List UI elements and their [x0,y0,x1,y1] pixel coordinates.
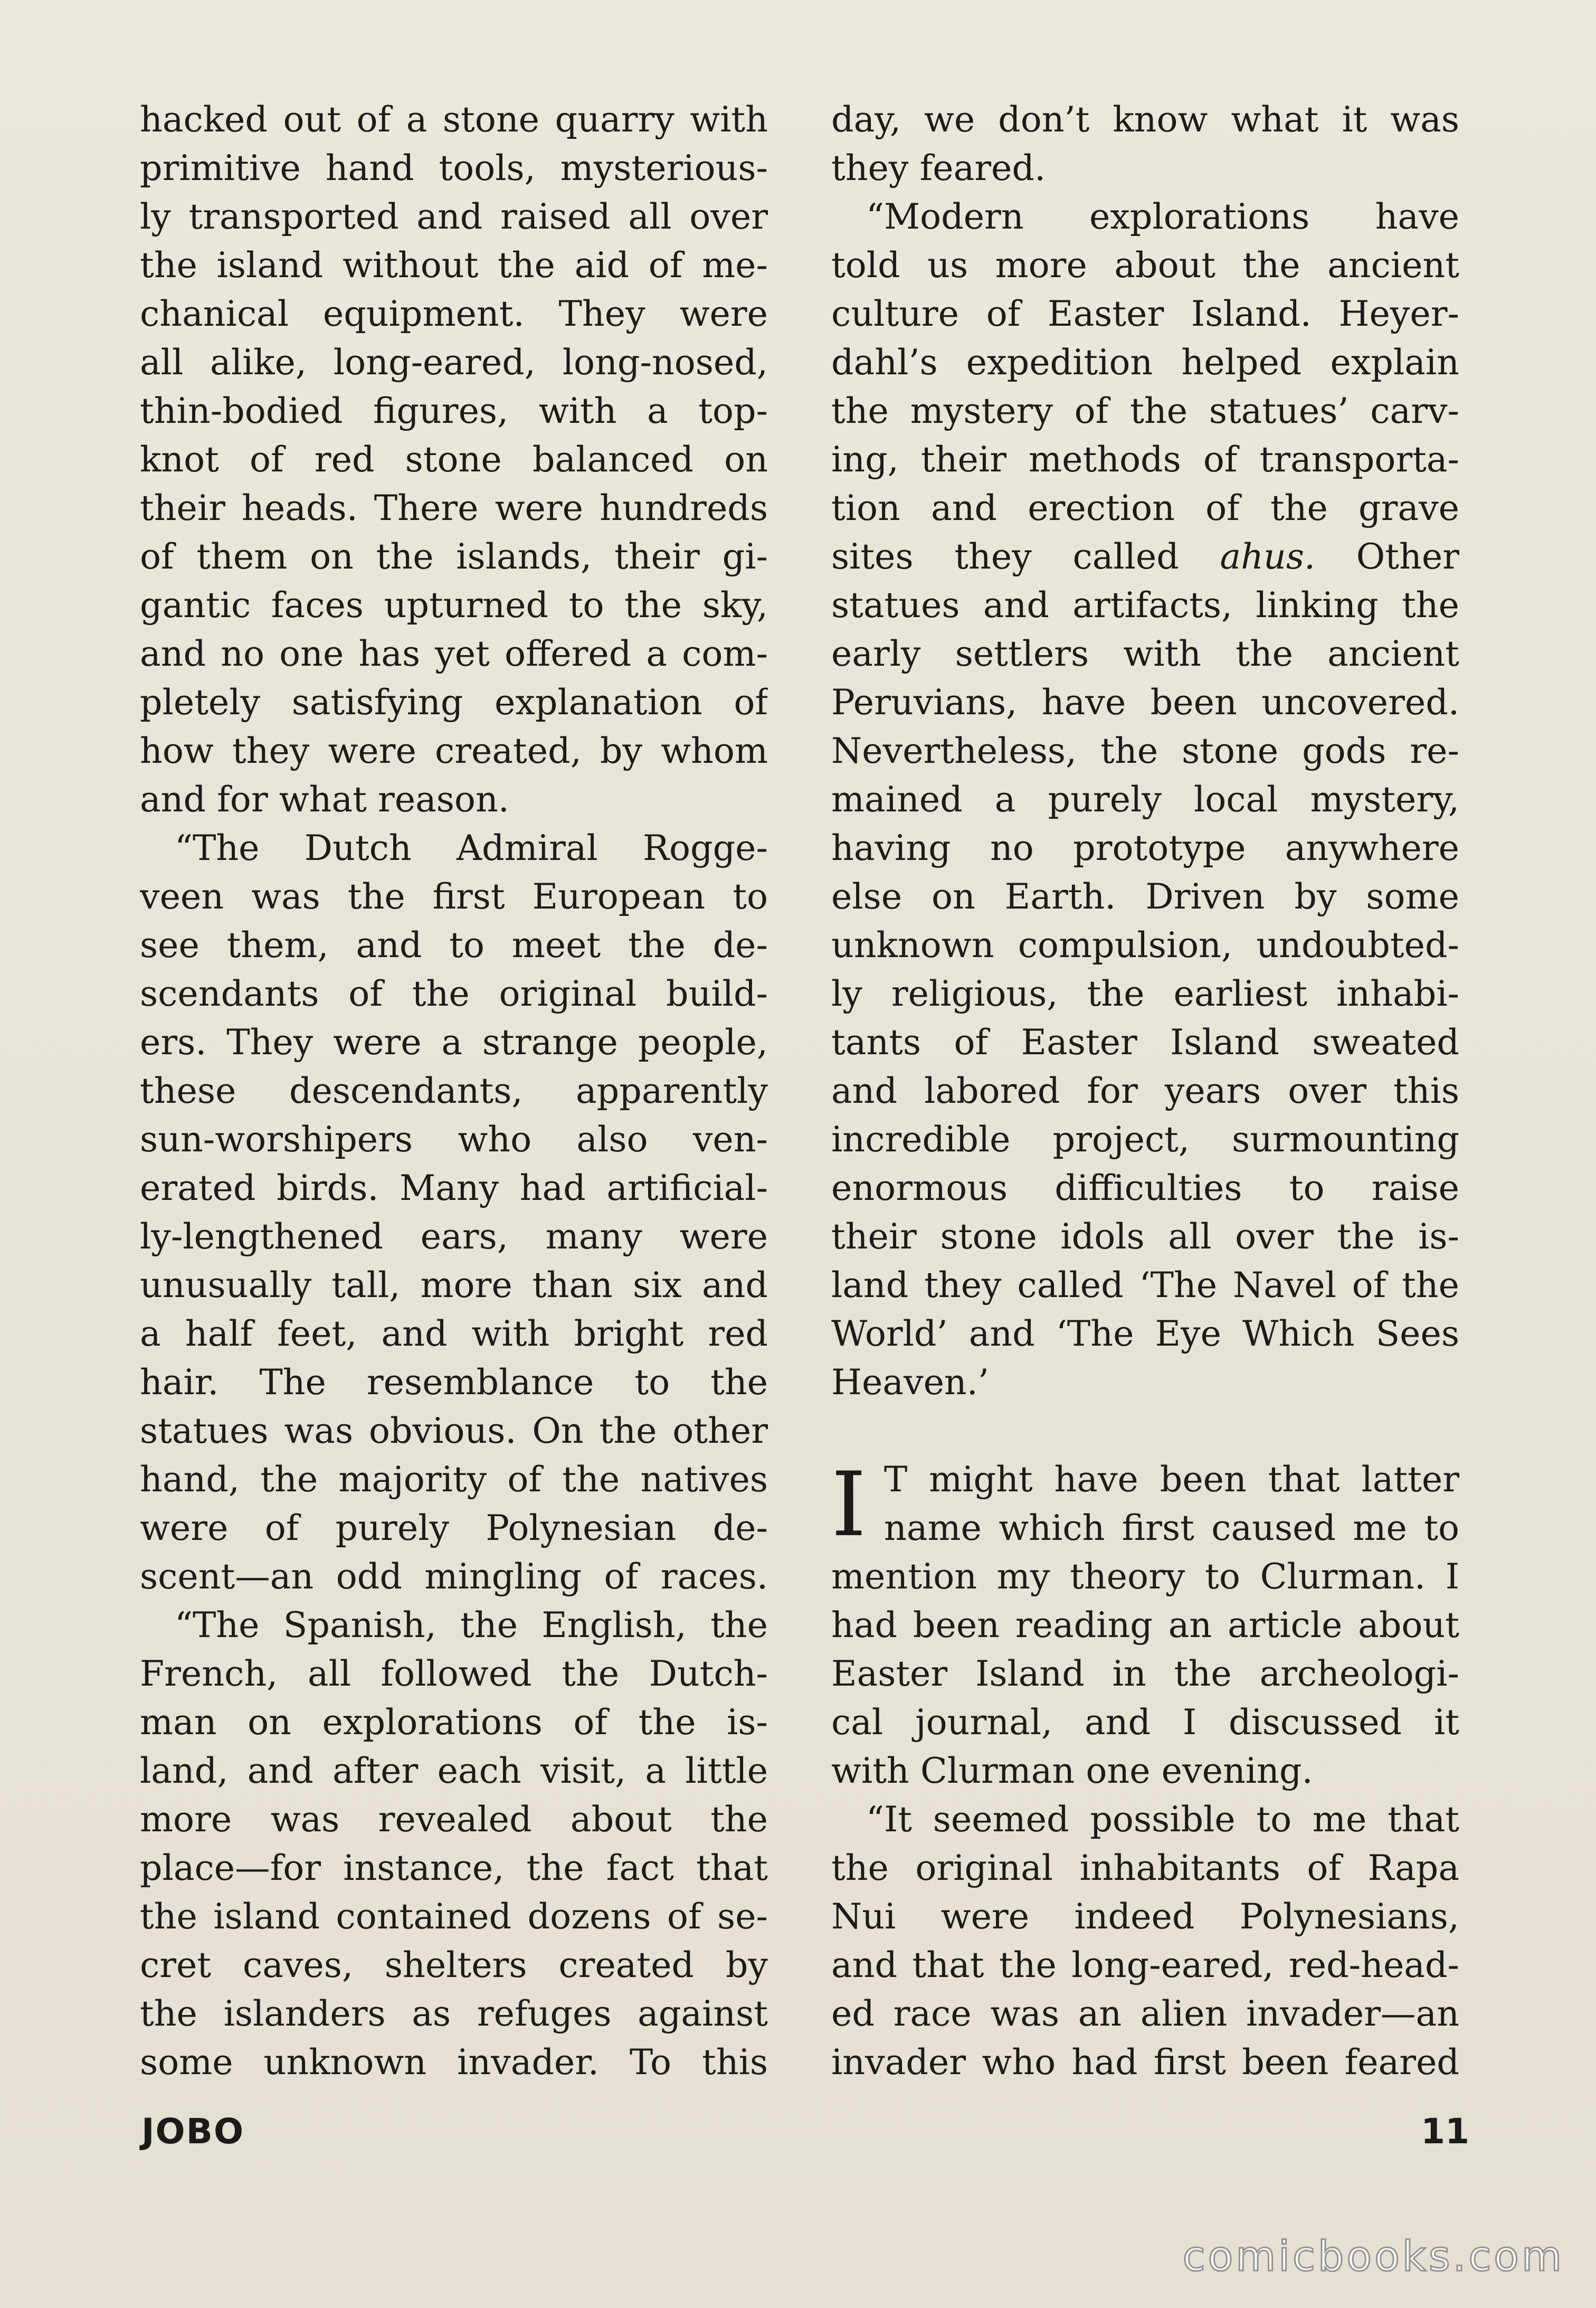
text-line: and no one has yet offered a com- [140,633,768,674]
text-line: sun-worshipers who also ven- [140,1119,768,1160]
text-line: World’ and ‘The Eye Which Sees [831,1313,1459,1354]
right-column [831,95,1459,2086]
text-line: unusually tall, more than six and [140,1264,768,1306]
text-line: ing, their methods of transporta- [831,439,1459,480]
text-line: day, we don’t know what it was [831,99,1459,140]
text-line: “The Spanish, the English, the [175,1604,768,1645]
text-line: their stone idols all over the is- [831,1216,1459,1257]
text-line: early settlers with the ancient [831,633,1459,674]
text-line: how they were created, by whom [140,730,768,771]
dropcap-paragraph [831,1453,1459,1556]
text-line: Nui were indeed Polynesians, [831,1896,1459,1937]
text-line: the original inhabitants of Rapa [831,1847,1459,1888]
text-line: were of purely Polynesian de- [140,1507,768,1548]
text-line: scent—an odd mingling of races. [140,1556,768,1597]
text-line: veen was the first European to [140,876,768,917]
text-line: these descendants, apparently [140,1070,768,1111]
text-line: land, and after each visit, a little [140,1750,768,1791]
text-line: place—for instance, the fact that [140,1847,768,1888]
text-line: Peruvians, have been uncovered. [831,682,1459,723]
text-line: all alike, long-eared, long-nosed, [140,342,768,383]
text-line: “The Dutch Admiral Rogge- [175,827,768,868]
text-line: Nevertheless, the stone gods re- [831,730,1459,771]
running-footer-title: JOBO [141,2111,245,2152]
text-line: and labored for years over this [831,1070,1459,1111]
text-line [831,532,1459,581]
text-line: having no prototype anywhere [831,827,1459,868]
text-fragment: sites they called [831,536,1179,577]
text-line: “Modern explorations have [866,196,1459,237]
text-line: tants of Easter Island sweated [831,1021,1459,1063]
text-line: land they called ‘The Navel of the [831,1264,1459,1306]
text-line: the island contained dozens of se- [140,1896,768,1937]
text-line: mention my theory to Clurman. I [831,1556,1459,1597]
text-line: hand, the majority of the natives [140,1459,768,1500]
text-line: the island without the aid of me- [140,244,768,286]
text-line: man on explorations of the is- [140,1701,768,1743]
text-fragment: Other [1356,536,1459,577]
text-line: dahl’s expedition helped explain [831,342,1459,383]
text-line: culture of Easter Island. Heyer- [831,293,1459,334]
italic-term: ahus. [1220,536,1316,577]
text-line: enormous difficulties to raise [831,1167,1459,1208]
text-line: tion and erection of the grave [831,487,1459,528]
left-column [140,95,768,2086]
text-line: more was revealed about the [140,1799,768,1840]
text-line: ly religious, the earliest inhabi- [831,973,1459,1014]
text-line: “It seemed possible to me that [866,1799,1459,1840]
watermark: comicbooks.com [1182,2233,1564,2281]
text-line: invader who had first been feared [831,2041,1459,2083]
text-line: of them on the islands, their gi- [140,536,768,577]
text-line: hair. The resemblance to the [140,1361,768,1403]
text-line: name which first caused me to [884,1507,1459,1548]
text-line: scendants of the original build- [140,973,768,1014]
text-line: ers. They were a strange people, [140,1021,768,1063]
text-line: ed race was an alien invader—an [831,1993,1459,2034]
text-line: ly transported and raised all over [140,196,768,237]
text-line: they feared. [831,147,1046,188]
text-line: and that the long-eared, red-head- [831,1944,1459,1985]
text-line: gantic faces upturned to the sky, [140,584,768,626]
text-line: the mystery of the statues’ carv- [831,390,1459,431]
text-line: erated birds. Many had artificial- [140,1167,768,1208]
text-line: knot of red stone balanced on [140,439,768,480]
text-line: their heads. There were hundreds [140,487,768,528]
text-line: hacked out of a stone quarry with [140,99,768,140]
text-line: T might have been that latter [884,1459,1459,1500]
text-line: and for what reason. [140,779,509,820]
text-line: incredible project, surmounting [831,1119,1459,1160]
text-line: else on Earth. Driven by some [831,876,1459,917]
text-line: French, all followed the Dutch- [140,1653,768,1694]
text-line: cal journal, and I discussed it [831,1701,1459,1743]
section-break [831,1406,1459,1455]
text-line: see them, and to meet the de- [140,924,768,966]
text-line: Heaven.’ [831,1361,990,1403]
text-line: a half feet, and with bright red [140,1313,768,1354]
text-line: Easter Island in the archeologi- [831,1653,1459,1694]
text-line: had been reading an article about [831,1604,1459,1645]
text-line: some unknown invader. To this [140,2041,768,2083]
text-line: cret caves, shelters created by [140,1944,768,1985]
text-line: told us more about the ancient [831,244,1459,286]
page-number: 11 [1421,2111,1469,2152]
text-line: mained a purely local mystery, [831,779,1459,820]
text-line: ly-lengthened ears, many were [140,1216,768,1257]
drop-cap: I [831,1453,867,1556]
text-line: thin-bodied figures, with a top- [140,390,768,431]
text-line: the islanders as refuges against [140,1993,768,2034]
text-line: statues was obvious. On the other [140,1410,768,1451]
text-line: pletely satisfying explanation of [140,682,768,723]
text-line: chanical equipment. They were [140,293,768,334]
text-line: primitive hand tools, mysterious- [140,147,768,188]
text-line: statues and artifacts, linking the [831,584,1459,626]
text-line: unknown compulsion, undoubted- [831,924,1459,966]
text-line: with Clurman one evening. [831,1750,1313,1791]
